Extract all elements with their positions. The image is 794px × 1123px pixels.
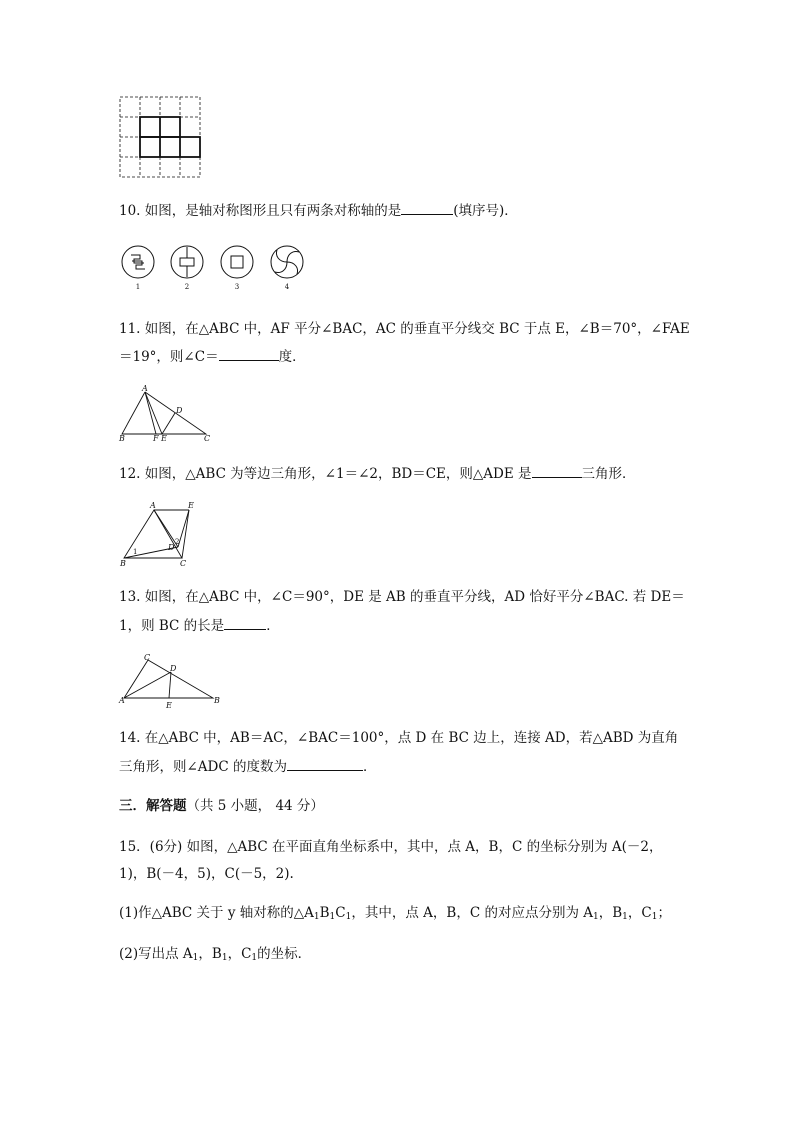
q10-text-after: (填序号)．	[453, 203, 518, 219]
q15-part2	[119, 945, 311, 963]
coin-3-icon	[221, 246, 253, 278]
q11-label-A: A	[142, 384, 148, 393]
q10-text-before: 10. 如图，是轴对称图形且只有两条对称轴的是	[119, 203, 402, 219]
q12-text-before: 12. 如图，△ABC 为等边三角形，∠1＝∠2，BD＝CE，则△ADE 是	[119, 466, 532, 482]
q12-answer-blank[interactable]	[532, 464, 582, 478]
q15-letter-b: B	[319, 905, 330, 921]
q15-letter-b: B	[211, 946, 222, 962]
q12-label-2: 2	[175, 538, 180, 546]
q15-letter-c: C	[241, 946, 252, 962]
q12-label-1: 1	[133, 548, 138, 556]
q12-label-B: B	[120, 559, 126, 568]
q13-line2-before: 1，则 BC 的长是	[119, 618, 225, 634]
q12-label-E: E	[188, 501, 194, 510]
q15-sep: ，	[198, 946, 212, 962]
q15-part2-text-b: 的坐标．	[257, 946, 312, 962]
q13-answer-blank[interactable]	[224, 616, 266, 630]
q11-label-B: B	[119, 434, 125, 443]
q15-sep: ，	[627, 905, 642, 921]
coin-label-2: 2	[184, 283, 190, 291]
q15-letter-b: B	[612, 905, 623, 921]
q13-line2	[119, 616, 280, 635]
q12-text-after: 三角形．	[581, 466, 636, 482]
q11-label-F: F	[153, 434, 159, 443]
q11-line2-before: ＝19°，则∠C＝	[119, 349, 219, 365]
q15-sub: 1	[221, 953, 228, 963]
q15-sep: ，	[227, 946, 242, 962]
q15-part1-text-c: ；	[657, 905, 671, 921]
q11-answer-blank[interactable]	[219, 347, 279, 361]
section3-info: （共 5 小题， 44 分）	[186, 798, 324, 814]
q14-line2-before: 三角形，则∠ADC 的度数为	[119, 759, 288, 775]
q13-label-E: E	[166, 701, 172, 710]
q13-label-B: B	[214, 696, 220, 705]
section3-heading	[119, 797, 324, 815]
q13-line2-after: ．	[266, 618, 280, 634]
q12-triangle-figure	[118, 500, 198, 570]
q15-line1: 15．(6分) 如图，△ABC 在平面直角坐标系中，其中，点 A，B，C 的坐标分别为 A(－2，	[119, 839, 663, 855]
q10-text	[119, 201, 518, 220]
q15-line2: 1)，B(－4，5)，C(－5，2).	[119, 866, 294, 882]
coin-1-icon	[122, 246, 154, 278]
q12-label-C: C	[180, 559, 187, 568]
q15-part1-text-b: ，其中，点 A，B，C 的对应点分别为 A	[351, 905, 593, 921]
q13-label-D: D	[170, 664, 177, 673]
q15-part1-text-a: (1)作△ABC 关于 y 轴对称的△A	[119, 905, 314, 921]
q14-answer-blank[interactable]	[287, 757, 363, 771]
q13-label-C: C	[144, 653, 151, 662]
q12-text	[119, 464, 636, 483]
coin-1-pattern	[131, 255, 145, 269]
q15-sub: 1	[592, 912, 599, 922]
q10-answer-blank[interactable]	[401, 201, 453, 215]
q14-line2	[119, 757, 377, 776]
section3-title: 三．解答题	[119, 798, 187, 814]
q15-sep: ，	[598, 905, 613, 921]
q11-line2-after: 度．	[278, 349, 306, 365]
q11-line1: 11. 如图，在△ABC 中，AF 平分∠BAC，AC 的垂直平分线交 BC 于点 E，∠B＝70°，∠FAE	[119, 321, 690, 337]
q15-sub: 1	[313, 912, 320, 922]
q13-line1: 13. 如图，在△ABC 中，∠C＝90°，DE 是 AB 的垂直平分线，AD 恰好平分∠BAC. 若 DE＝	[119, 589, 685, 605]
q11-label-D: D	[176, 406, 183, 415]
q11-line2	[119, 347, 306, 366]
q15-sub: 1	[192, 953, 199, 963]
grid-figure	[118, 96, 202, 178]
q15-sub: 1	[251, 953, 258, 963]
q12-label-D: D	[168, 543, 175, 552]
coin-label-1: 1	[135, 283, 141, 291]
coin-label-3: 3	[234, 283, 240, 291]
q12-label-A: A	[150, 501, 156, 510]
q15-letter-c: C	[641, 905, 652, 921]
q15-sub: 1	[651, 912, 658, 922]
q15-sub: 1	[345, 912, 352, 922]
q11-label-E: E	[161, 434, 167, 443]
q15-part2-text-a: (2)写出点 A	[119, 946, 193, 962]
q13-triangle-figure	[118, 652, 228, 710]
coin-label-4: 4	[284, 283, 290, 291]
q15-sub: 1	[622, 912, 628, 922]
q15-letter-c: C	[335, 905, 346, 921]
q10-coin-figures	[118, 243, 308, 291]
q11-triangle-figure	[118, 386, 214, 442]
q13-label-A: A	[119, 696, 125, 705]
q15-sub: 1	[329, 912, 336, 922]
q11-label-C: C	[204, 434, 211, 443]
q14-line1: 14. 在△ABC 中，AB＝AC，∠BAC＝100°，点 D 在 BC 边上，连接 AD，若△ABD 为直角	[119, 730, 679, 746]
q14-line2-after: ．	[363, 759, 377, 775]
q15-part1	[119, 904, 671, 922]
